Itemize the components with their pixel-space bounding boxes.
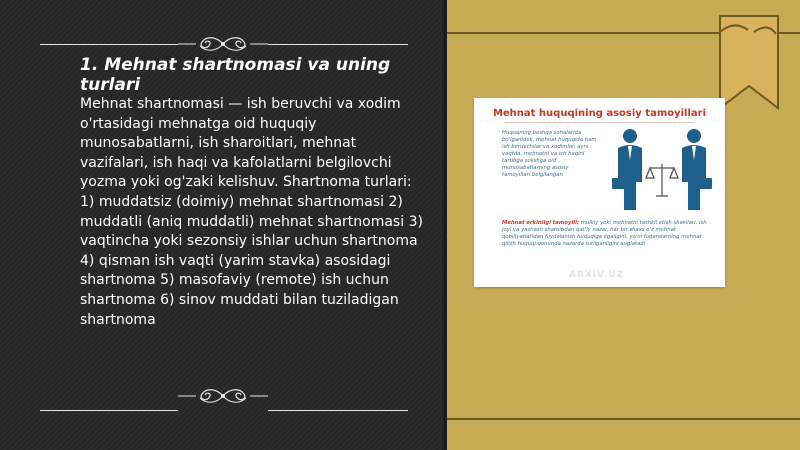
ornament-flourish-icon [178, 386, 268, 406]
image-card [474, 98, 725, 287]
ornament-line-right [268, 410, 408, 411]
ornament-line-right [268, 44, 408, 45]
scales-of-justice-icon [646, 164, 678, 196]
slide-body-text: Mehnat shartnomasi — ish beruvchi va xodim o'rtasidagi mehnatga oid huquqiy munosabatlarni, ish sharoitlari, mehnat vazifalari, ish haqi va kafolatlarni belgilovchi yozma yoki og'zaki kelishuv. Shartnoma turlari: 1) muddatsiz (doimiy) mehnat shartnomasi 2) muddatli (aniq muddatli) mehnat shartnomasi 3) vaqtincha yoki sezonsiy ishlar uchun shartnoma 4) qisman ish vaqti (yarim stavka) asosidagi shartnoma 5) masofaviy (remote) ish uchun shartnoma 6) sinov muddati bilan tuziladigan shartnoma [80, 96, 423, 328]
bookmark-ribbon-icon [718, 14, 780, 110]
ornament-flourish-icon [178, 34, 268, 54]
card-illustration [612, 126, 712, 214]
card-paragraph-body: mulkiy yoki mehnatni tashkil etish shakllari, ish joyi va yashash sharoitidan qat'iy nazar, har bir shaxs o'z mehnat qobiliyatlaridan foydalanish huquqiga egaligini, ya'ni fuqarolarning mehnat qilish huquqi qonunda nazarda tutilganligini anglatadi [502, 220, 707, 247]
ornament-line-left [40, 410, 178, 411]
watermark: ARXIV.UZ [569, 270, 625, 280]
businessman-icon [682, 129, 712, 210]
card-heading: Mehnat huquqining asosiy tamoyillari [492, 108, 707, 119]
card-divider [504, 122, 694, 123]
card-paragraph-bottom [502, 220, 707, 248]
businessman-icon [612, 129, 642, 210]
card-paragraph-left: Huquqning boshqa sohalarida bo'lganidek, mehnat huquqida ham ish beruvchilar va xodimlar, ayni vaqtda, mehnatni va ish haqini tartibga solishga oid munosabatlarning asosiy tamoyillari belgilangan [502, 130, 597, 178]
ornament-line-left [40, 44, 178, 45]
slide-title: 1. Mehnat shartnomasi va uning turlari [80, 55, 391, 95]
bottom-accent-line [447, 418, 800, 420]
card-paragraph-lead: Mehnat erkinligi tamoyili: [502, 220, 580, 226]
